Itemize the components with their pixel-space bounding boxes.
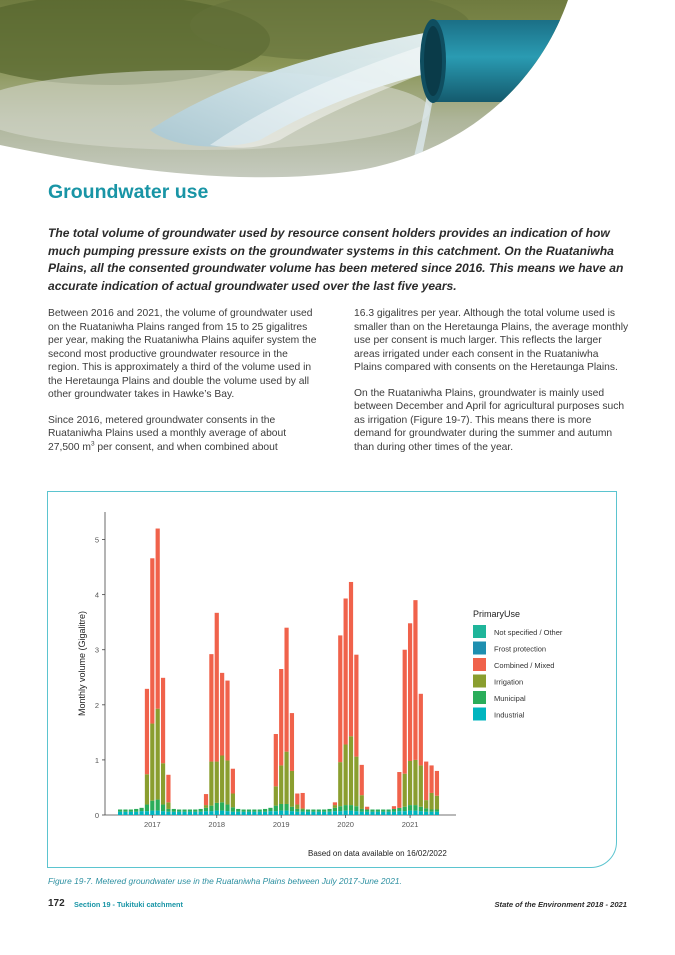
bar-industrial — [387, 812, 391, 815]
bar-combined-mixed — [360, 765, 364, 795]
bar-municipal — [204, 808, 208, 811]
bar-municipal — [150, 801, 154, 811]
bar-industrial — [360, 812, 364, 815]
bar-industrial — [177, 812, 181, 815]
bar-industrial — [327, 812, 331, 815]
bar-municipal — [365, 809, 369, 811]
bar-irrigation — [403, 774, 407, 807]
bar-industrial — [225, 811, 229, 815]
bar-industrial — [118, 812, 122, 815]
bar-industrial — [182, 812, 186, 815]
bar-combined-mixed — [397, 772, 401, 808]
lead-paragraph: The total volume of groundwater used by resource consent holders provides an indication of how much pumping pressure exists on the groundwater systems in this catchment. On the Ruataniwha Plains, all the consented groundwater volume has been metered since 2016. This means we have an accurate indication of actual groundwater used over the last five years. — [48, 226, 624, 293]
bar-irrigation — [145, 774, 149, 804]
bar-irrigation — [349, 736, 353, 805]
bar-industrial — [397, 811, 401, 815]
bar-combined-mixed — [429, 765, 433, 793]
bar-irrigation — [279, 765, 283, 804]
y-axis-label: Monthly volume (Gigalitre) — [77, 610, 87, 717]
legend-label: Combined / Mixed — [494, 661, 555, 670]
bar-irrigation — [166, 802, 170, 809]
bar-combined-mixed — [220, 673, 224, 756]
legend-label: Municipal — [494, 694, 526, 703]
bar-municipal — [199, 809, 203, 812]
bar-municipal — [301, 809, 305, 811]
bar-combined-mixed — [209, 654, 213, 761]
bar-industrial — [172, 812, 176, 815]
bar-municipal — [172, 809, 176, 812]
bar-industrial — [376, 812, 380, 815]
y-tick-label: 1 — [94, 755, 99, 765]
page-number: 172 — [48, 898, 65, 909]
y-tick-label: 0 — [94, 811, 99, 820]
bar-municipal — [225, 805, 229, 812]
bar-industrial — [252, 812, 256, 815]
bar-municipal — [376, 809, 380, 811]
right-paragraph-2: On the Ruataniwha Plains, groundwater is mainly used between December and April for agricultural purposes such as irrigation (Figure 19-7). This means there is more demand for groundwater during the summer and autumn than during other times of the year. — [354, 387, 625, 453]
bar-municipal — [333, 808, 337, 811]
bar-combined-mixed — [365, 807, 369, 810]
bar-municipal — [322, 809, 326, 811]
bar-industrial — [150, 811, 154, 815]
bar-irrigation — [225, 760, 229, 804]
x-tick-label: 2020 — [337, 820, 354, 829]
bar-municipal — [220, 802, 224, 810]
bar-industrial — [123, 812, 127, 815]
bar-combined-mixed — [392, 806, 396, 809]
left-column — [48, 307, 318, 466]
legend-swatch — [473, 708, 486, 721]
bar-industrial — [301, 812, 305, 815]
bar-municipal — [435, 809, 439, 811]
bar-irrigation — [413, 760, 417, 805]
x-tick-label: 2019 — [272, 820, 290, 829]
bar-combined-mixed — [161, 678, 165, 763]
bar-industrial — [236, 812, 240, 815]
bar-industrial — [295, 812, 299, 815]
bar-industrial — [220, 811, 224, 815]
legend-swatch — [473, 642, 486, 655]
bar-municipal — [290, 807, 294, 811]
bar-industrial — [242, 812, 246, 815]
chart-note: Based on data available on 16/02/2022 — [308, 849, 447, 858]
bar-combined-mixed — [225, 681, 229, 761]
bar-combined-mixed — [295, 794, 299, 805]
bar-combined-mixed — [338, 635, 342, 762]
bar-combined-mixed — [344, 598, 348, 744]
bar-irrigation — [333, 805, 337, 808]
bar-municipal — [156, 800, 160, 811]
bar-municipal — [193, 809, 197, 811]
bar-irrigation — [284, 752, 288, 804]
bar-irrigation — [301, 808, 305, 809]
bar-irrigation — [424, 800, 428, 808]
bar-industrial — [344, 811, 348, 815]
bar-irrigation — [429, 793, 433, 810]
bar-municipal — [166, 809, 170, 812]
bar-industrial — [381, 812, 385, 815]
bar-combined-mixed — [231, 769, 235, 794]
bar-municipal — [397, 808, 401, 811]
bar-combined-mixed — [301, 793, 305, 808]
bar-irrigation — [354, 757, 358, 807]
bar-municipal — [370, 809, 374, 811]
bar-irrigation — [360, 795, 364, 809]
bar-municipal — [242, 809, 246, 811]
bar-combined-mixed — [274, 734, 278, 786]
bar-municipal — [215, 803, 219, 811]
x-tick-label: 2017 — [143, 820, 161, 829]
bar-industrial — [290, 811, 294, 815]
bar-municipal — [344, 805, 348, 811]
bar-municipal — [295, 809, 299, 812]
bar-industrial — [370, 812, 374, 815]
legend-swatch — [473, 675, 486, 688]
bar-municipal — [209, 806, 213, 812]
bar-combined-mixed — [349, 582, 353, 736]
bar-municipal — [419, 807, 423, 811]
bar-municipal — [182, 809, 186, 811]
chart-frame — [47, 491, 617, 868]
bar-industrial — [284, 811, 288, 815]
legend-label: Frost protection — [494, 644, 547, 654]
bar-industrial — [139, 811, 143, 815]
bar-municipal — [231, 807, 235, 811]
bar-municipal — [317, 809, 321, 811]
bar-combined-mixed — [166, 775, 170, 803]
bar-irrigation — [220, 756, 224, 803]
bar-municipal — [274, 806, 278, 812]
bar-municipal — [354, 806, 358, 811]
page-title: Groundwater use — [48, 181, 209, 203]
bar-combined-mixed — [403, 650, 407, 774]
bar-combined-mixed — [145, 689, 149, 774]
bar-industrial — [263, 812, 267, 815]
bar-municipal — [188, 809, 192, 811]
hero-image — [0, 0, 675, 185]
legend-title: PrimaryUse — [473, 609, 521, 619]
bar-irrigation — [408, 761, 412, 805]
bar-combined-mixed — [419, 694, 423, 766]
y-tick-label: 3 — [94, 645, 99, 655]
bar-municipal — [284, 804, 288, 811]
bar-municipal — [268, 808, 272, 811]
left-paragraph-2: Since 2016, metered groundwater consents in the Ruataniwha Plains used a monthly average of about 27,500 $m^3$ per consent, and when combined about — [48, 414, 287, 453]
bar-irrigation — [274, 786, 278, 805]
bar-industrial — [435, 812, 439, 815]
bar-municipal — [145, 805, 149, 812]
x-tick-label: 2018 — [208, 820, 226, 829]
right-column — [354, 307, 629, 466]
bar-municipal — [123, 809, 127, 811]
bar-industrial — [247, 812, 251, 815]
y-tick-label: 5 — [94, 535, 99, 545]
bar-irrigation — [156, 709, 160, 800]
bar-irrigation — [338, 762, 342, 806]
bar-combined-mixed — [354, 655, 358, 757]
footer-report-title: State of the Environment 2018 - 2021 — [494, 900, 627, 909]
bar-irrigation — [150, 724, 154, 801]
bar-irrigation — [161, 763, 165, 804]
bar-industrial — [193, 812, 197, 815]
bar-industrial — [279, 811, 283, 815]
bar-industrial — [424, 812, 428, 815]
bar-combined-mixed — [413, 600, 417, 760]
bar-industrial — [204, 811, 208, 815]
bar-industrial — [333, 811, 337, 815]
bar-municipal — [263, 809, 267, 812]
bar-combined-mixed — [150, 558, 154, 723]
bar-combined-mixed — [215, 613, 219, 762]
bar-municipal — [279, 804, 283, 811]
bar-industrial — [354, 811, 358, 815]
bar-industrial — [311, 812, 315, 815]
bar-combined-mixed — [333, 802, 337, 805]
left-paragraph-1: Between 2016 and 2021, the volume of groundwater used on the Ruataniwha Plains ranged from 15 to 25 gigalitres per year, making the Ruataniwha Plains aquifer system the second most productive groundwater resource in the region. This is approximately a third of the volume used in the Heretaunga Plains and double the volume used by all other groundwater takes in Hawke’s Bay. — [48, 308, 317, 400]
bar-industrial — [419, 811, 423, 815]
y-tick-label: 4 — [94, 590, 99, 600]
bar-industrial — [199, 812, 203, 815]
bar-irrigation — [209, 762, 213, 806]
legend-label: Irrigation — [494, 677, 524, 687]
bar-industrial — [129, 812, 133, 815]
bar-irrigation — [204, 805, 208, 808]
bar-combined-mixed — [156, 529, 160, 709]
bar-municipal — [360, 809, 364, 812]
bar-industrial — [268, 811, 272, 815]
bar-irrigation — [215, 762, 219, 803]
bar-irrigation — [231, 794, 235, 808]
bar-combined-mixed — [279, 669, 283, 765]
bar-irrigation — [419, 765, 423, 806]
bar-combined-mixed — [284, 628, 288, 752]
bar-industrial — [166, 812, 170, 815]
bar-municipal — [387, 809, 391, 811]
bar-municipal — [429, 809, 433, 811]
bar-combined-mixed — [424, 762, 428, 801]
bar-municipal — [403, 807, 407, 811]
bar-industrial — [322, 812, 326, 815]
bar-municipal — [177, 809, 181, 811]
bar-municipal — [408, 805, 412, 811]
bar-industrial — [161, 811, 165, 815]
bar-irrigation — [344, 744, 348, 805]
bar-municipal — [258, 809, 262, 811]
bar-municipal — [306, 809, 310, 811]
bar-municipal — [129, 809, 133, 811]
bar-industrial — [349, 811, 353, 815]
bar-industrial — [413, 811, 417, 815]
bar-industrial — [392, 812, 396, 815]
bar-municipal — [252, 809, 256, 811]
groundwater-chart — [48, 492, 618, 869]
bar-industrial — [209, 811, 213, 815]
bar-municipal — [392, 809, 396, 812]
bar-industrial — [134, 812, 138, 815]
bar-municipal — [327, 809, 331, 812]
y-tick-label: 2 — [94, 700, 99, 710]
bar-municipal — [134, 809, 138, 812]
bar-municipal — [349, 805, 353, 811]
figure-caption: Figure 19-7. Metered groundwater use in the Ruataniwha Plains between July 2017-June 2021. — [48, 876, 402, 886]
bar-industrial — [306, 812, 310, 815]
bar-industrial — [317, 812, 321, 815]
bar-irrigation — [435, 796, 439, 810]
x-tick-label: 2021 — [401, 820, 419, 829]
bar-industrial — [188, 812, 192, 815]
bar-municipal — [139, 808, 143, 811]
bar-municipal — [161, 805, 165, 812]
bar-municipal — [311, 809, 315, 811]
bar-municipal — [381, 809, 385, 811]
bar-industrial — [231, 812, 235, 815]
bar-industrial — [145, 811, 149, 815]
bar-irrigation — [290, 771, 294, 807]
bar-combined-mixed — [290, 713, 294, 771]
bar-irrigation — [295, 805, 299, 809]
footer-section: Section 19 - Tukituki catchment — [74, 900, 183, 909]
legend-swatch — [473, 658, 486, 671]
bar-municipal — [338, 806, 342, 811]
bar-industrial — [258, 812, 262, 815]
bar-combined-mixed — [435, 771, 439, 796]
right-paragraph-1: 16.3 gigalitres per year. Although the total volume used is smaller than on the Heretaunga Plains, the average monthly use per consent is much larger. This reflects the larger areas irrigated under each consent in the Ruataniwha Plains compared with consents on the Heretaunga Plains. — [354, 308, 629, 373]
bar-municipal — [247, 809, 251, 811]
bar-municipal — [236, 809, 240, 812]
bar-industrial — [408, 811, 412, 815]
bar-industrial — [429, 812, 433, 815]
bar-industrial — [403, 811, 407, 815]
bar-municipal — [118, 809, 122, 811]
bar-municipal — [413, 805, 417, 811]
bar-industrial — [338, 811, 342, 815]
legend-swatch — [473, 625, 486, 638]
bar-combined-mixed — [204, 794, 208, 805]
bar-industrial — [365, 812, 369, 815]
bar-industrial — [156, 811, 160, 815]
legend-label: Not specified / Other — [494, 628, 563, 637]
bar-municipal — [424, 808, 428, 811]
bar-combined-mixed — [408, 623, 412, 761]
legend-swatch — [473, 691, 486, 704]
bar-industrial — [215, 811, 219, 815]
legend-label: Industrial — [494, 710, 525, 720]
bar-industrial — [274, 811, 278, 815]
